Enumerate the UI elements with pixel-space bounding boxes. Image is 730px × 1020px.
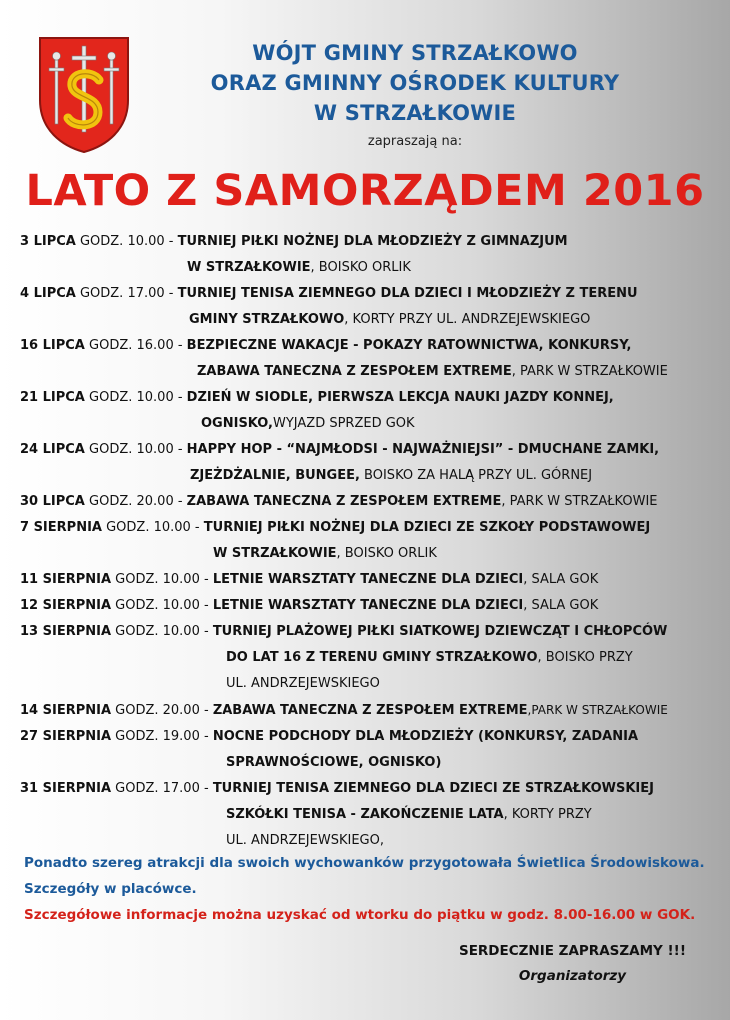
event-date: 21 LIPCA (20, 390, 85, 405)
event-time: GODZ. 20.00 - (84, 494, 187, 509)
event-place: , PARK W STRZAŁKOWIE (511, 364, 668, 379)
page-title: LATO Z SAMORZĄDEM 2016 (25, 166, 705, 216)
event-place: BOISKO ZA HALĄ PRZY UL. GÓRNEJ (359, 468, 593, 483)
event-item (20, 333, 720, 385)
coat-of-arms-icon (36, 34, 132, 154)
event-time: GODZ. 10.00 - (111, 624, 213, 639)
closing (459, 938, 686, 988)
event-date: 12 SIERPNIA (20, 598, 112, 613)
event-place: , KORTY PRZY UL. ANDRZEJEWSKIEGO (344, 312, 591, 327)
event-time: GODZ. 10.00 - (84, 390, 187, 405)
event-title: TURNIEJ TENISA ZIEMNEGO DLA DZIECI ZE STRZAŁKOWSKIEJ (212, 781, 654, 796)
event-time: GODZ. 20.00 - (111, 703, 213, 718)
closing-invite: SERDECZNIE ZAPRASZAMY !!! (458, 943, 686, 959)
event-title: DZIEŃ W SIODLE, PIERWSZA LEKCJA NAUKI JAZDY KONNEJ, (186, 390, 614, 405)
event-place: , KORTY PRZY (503, 807, 592, 822)
header (150, 38, 680, 149)
event-item (20, 515, 720, 567)
organizer-line-1: WÓJT GMINY STRZAŁKOWO (252, 41, 578, 65)
event-time: GODZ. 10.00 - (75, 234, 178, 249)
footer-info (24, 850, 714, 928)
event-title-cont: W STRZAŁKOWIE (187, 260, 311, 275)
event-item (20, 619, 720, 697)
event-title: TURNIEJ PLAŻOWEJ PIŁKI SIATKOWEJ DZIEWCZĄT I CHŁOPCÓW (212, 624, 668, 639)
event-place: WYJAZD SPRZED GOK (273, 416, 415, 431)
event-time: GODZ. 10.00 - (84, 442, 187, 457)
event-title: NOCNE PODCHODY DLA MŁODZIEŻY (KONKURSY, ZADANIA (212, 729, 639, 744)
event-place-cont: UL. ANDRZEJEWSKIEGO (226, 676, 380, 691)
footer-line-3: Szczegółowe informacje można uzyskać od wtorku do piątku w godz. 8.00-16.00 w GOK. (24, 907, 696, 923)
event-title-cont: ZABAWA TANECZNA Z ZESPOŁEM EXTREME (197, 364, 512, 379)
event-title: TURNIEJ PIŁKI NOŻNEJ DLA MŁODZIEŻY Z GIMNAZJUM (177, 234, 568, 249)
event-title: TURNIEJ TENISA ZIEMNEGO DLA DZIECI I MŁODZIEŻY Z TERENU (177, 286, 638, 301)
event-title: HAPPY HOP - “NAJMŁODSI - NAJWAŻNIEJSI” - DMUCHANE ZAMKI, (186, 442, 660, 457)
event-place: , PARK W STRZAŁKOWIE (501, 494, 658, 509)
event-time: GODZ. 17.00 - (75, 286, 178, 301)
event-place: , BOISKO ORLIK (336, 546, 437, 561)
event-time: GODZ. 10.00 - (111, 598, 213, 613)
event-place: , BOISKO ORLIK (310, 260, 411, 275)
event-title-cont: DO LAT 16 Z TERENU GMINY STRZAŁKOWO (226, 650, 538, 665)
event-date: 11 SIERPNIA (20, 572, 112, 587)
event-date: 4 LIPCA (20, 286, 76, 301)
event-time: GODZ. 10.00 - (101, 520, 204, 535)
event-item (20, 229, 720, 281)
event-item (20, 593, 720, 619)
event-date: 3 LIPCA (20, 234, 76, 249)
event-item (20, 697, 720, 724)
event-item (20, 281, 720, 333)
event-title: ZABAWA TANECZNA Z ZESPOŁEM EXTREME (212, 703, 528, 718)
event-title-cont: SZKÓŁKI TENISA - ZAKOŃCZENIE LATA (226, 807, 504, 822)
event-time: GODZ. 19.00 - (111, 729, 213, 744)
event-place: , SALA GOK (523, 598, 599, 613)
invite-text: zapraszają na: (367, 134, 463, 149)
footer-line-1: Ponadto szereg atrakcji dla swoich wychowanków przygotowała Świetlica Środowiskowa. (24, 855, 705, 871)
event-title-cont: OGNISKO, (201, 416, 273, 431)
event-title: LETNIE WARSZTATY TANECZNE DLA DZIECI (212, 598, 524, 613)
event-item (20, 724, 720, 776)
event-title: ZABAWA TANECZNA Z ZESPOŁEM EXTREME (186, 494, 502, 509)
organizer-line-3: W STRZAŁKOWIE (313, 101, 517, 125)
event-item (20, 437, 720, 489)
event-time: GODZ. 10.00 - (111, 572, 213, 587)
event-item (20, 385, 720, 437)
event-date: 13 SIERPNIA (20, 624, 112, 639)
event-date: 30 LIPCA (20, 494, 85, 509)
event-place: ,PARK W STRZAŁKOWIE (527, 703, 668, 717)
event-time: GODZ. 16.00 - (84, 338, 187, 353)
event-place: , SALA GOK (523, 572, 599, 587)
event-item (20, 776, 720, 854)
event-time: GODZ. 17.00 - (111, 781, 213, 796)
event-date: 24 LIPCA (20, 442, 85, 457)
event-title-cont: ZJEŻDŻALNIE, BUNGEE, (190, 468, 360, 483)
footer-line-2: Szczegóły w placówce. (24, 881, 197, 897)
event-date: 16 LIPCA (20, 338, 85, 353)
organizer-line-2: ORAZ GMINNY OŚRODEK KULTURY (210, 71, 620, 95)
event-title-cont: W STRZAŁKOWIE (213, 546, 337, 561)
event-item (20, 489, 720, 515)
event-place: , BOISKO PRZY (537, 650, 633, 665)
event-title: LETNIE WARSZTATY TANECZNE DLA DZIECI (212, 572, 524, 587)
event-title-cont: GMINY STRZAŁKOWO (189, 312, 345, 327)
event-date: 31 SIERPNIA (20, 781, 112, 796)
event-place-cont: UL. ANDRZEJEWSKIEGO, (226, 833, 384, 848)
event-date: 14 SIERPNIA (20, 703, 112, 718)
event-title-cont: SPRAWNOŚCIOWE, OGNISKO) (226, 755, 442, 770)
event-title: TURNIEJ PIŁKI NOŻNEJ DLA DZIECI ZE SZKOŁY PODSTAWOWEJ (203, 520, 651, 535)
event-date: 7 SIERPNIA (20, 520, 102, 535)
event-title: BEZPIECZNE WAKACJE - POKAZY RATOWNICTWA, KONKURSY, (186, 338, 632, 353)
closing-signature: Organizatorzy (518, 968, 627, 984)
event-date: 27 SIERPNIA (20, 729, 112, 744)
event-list (20, 229, 720, 854)
event-item (20, 567, 720, 593)
